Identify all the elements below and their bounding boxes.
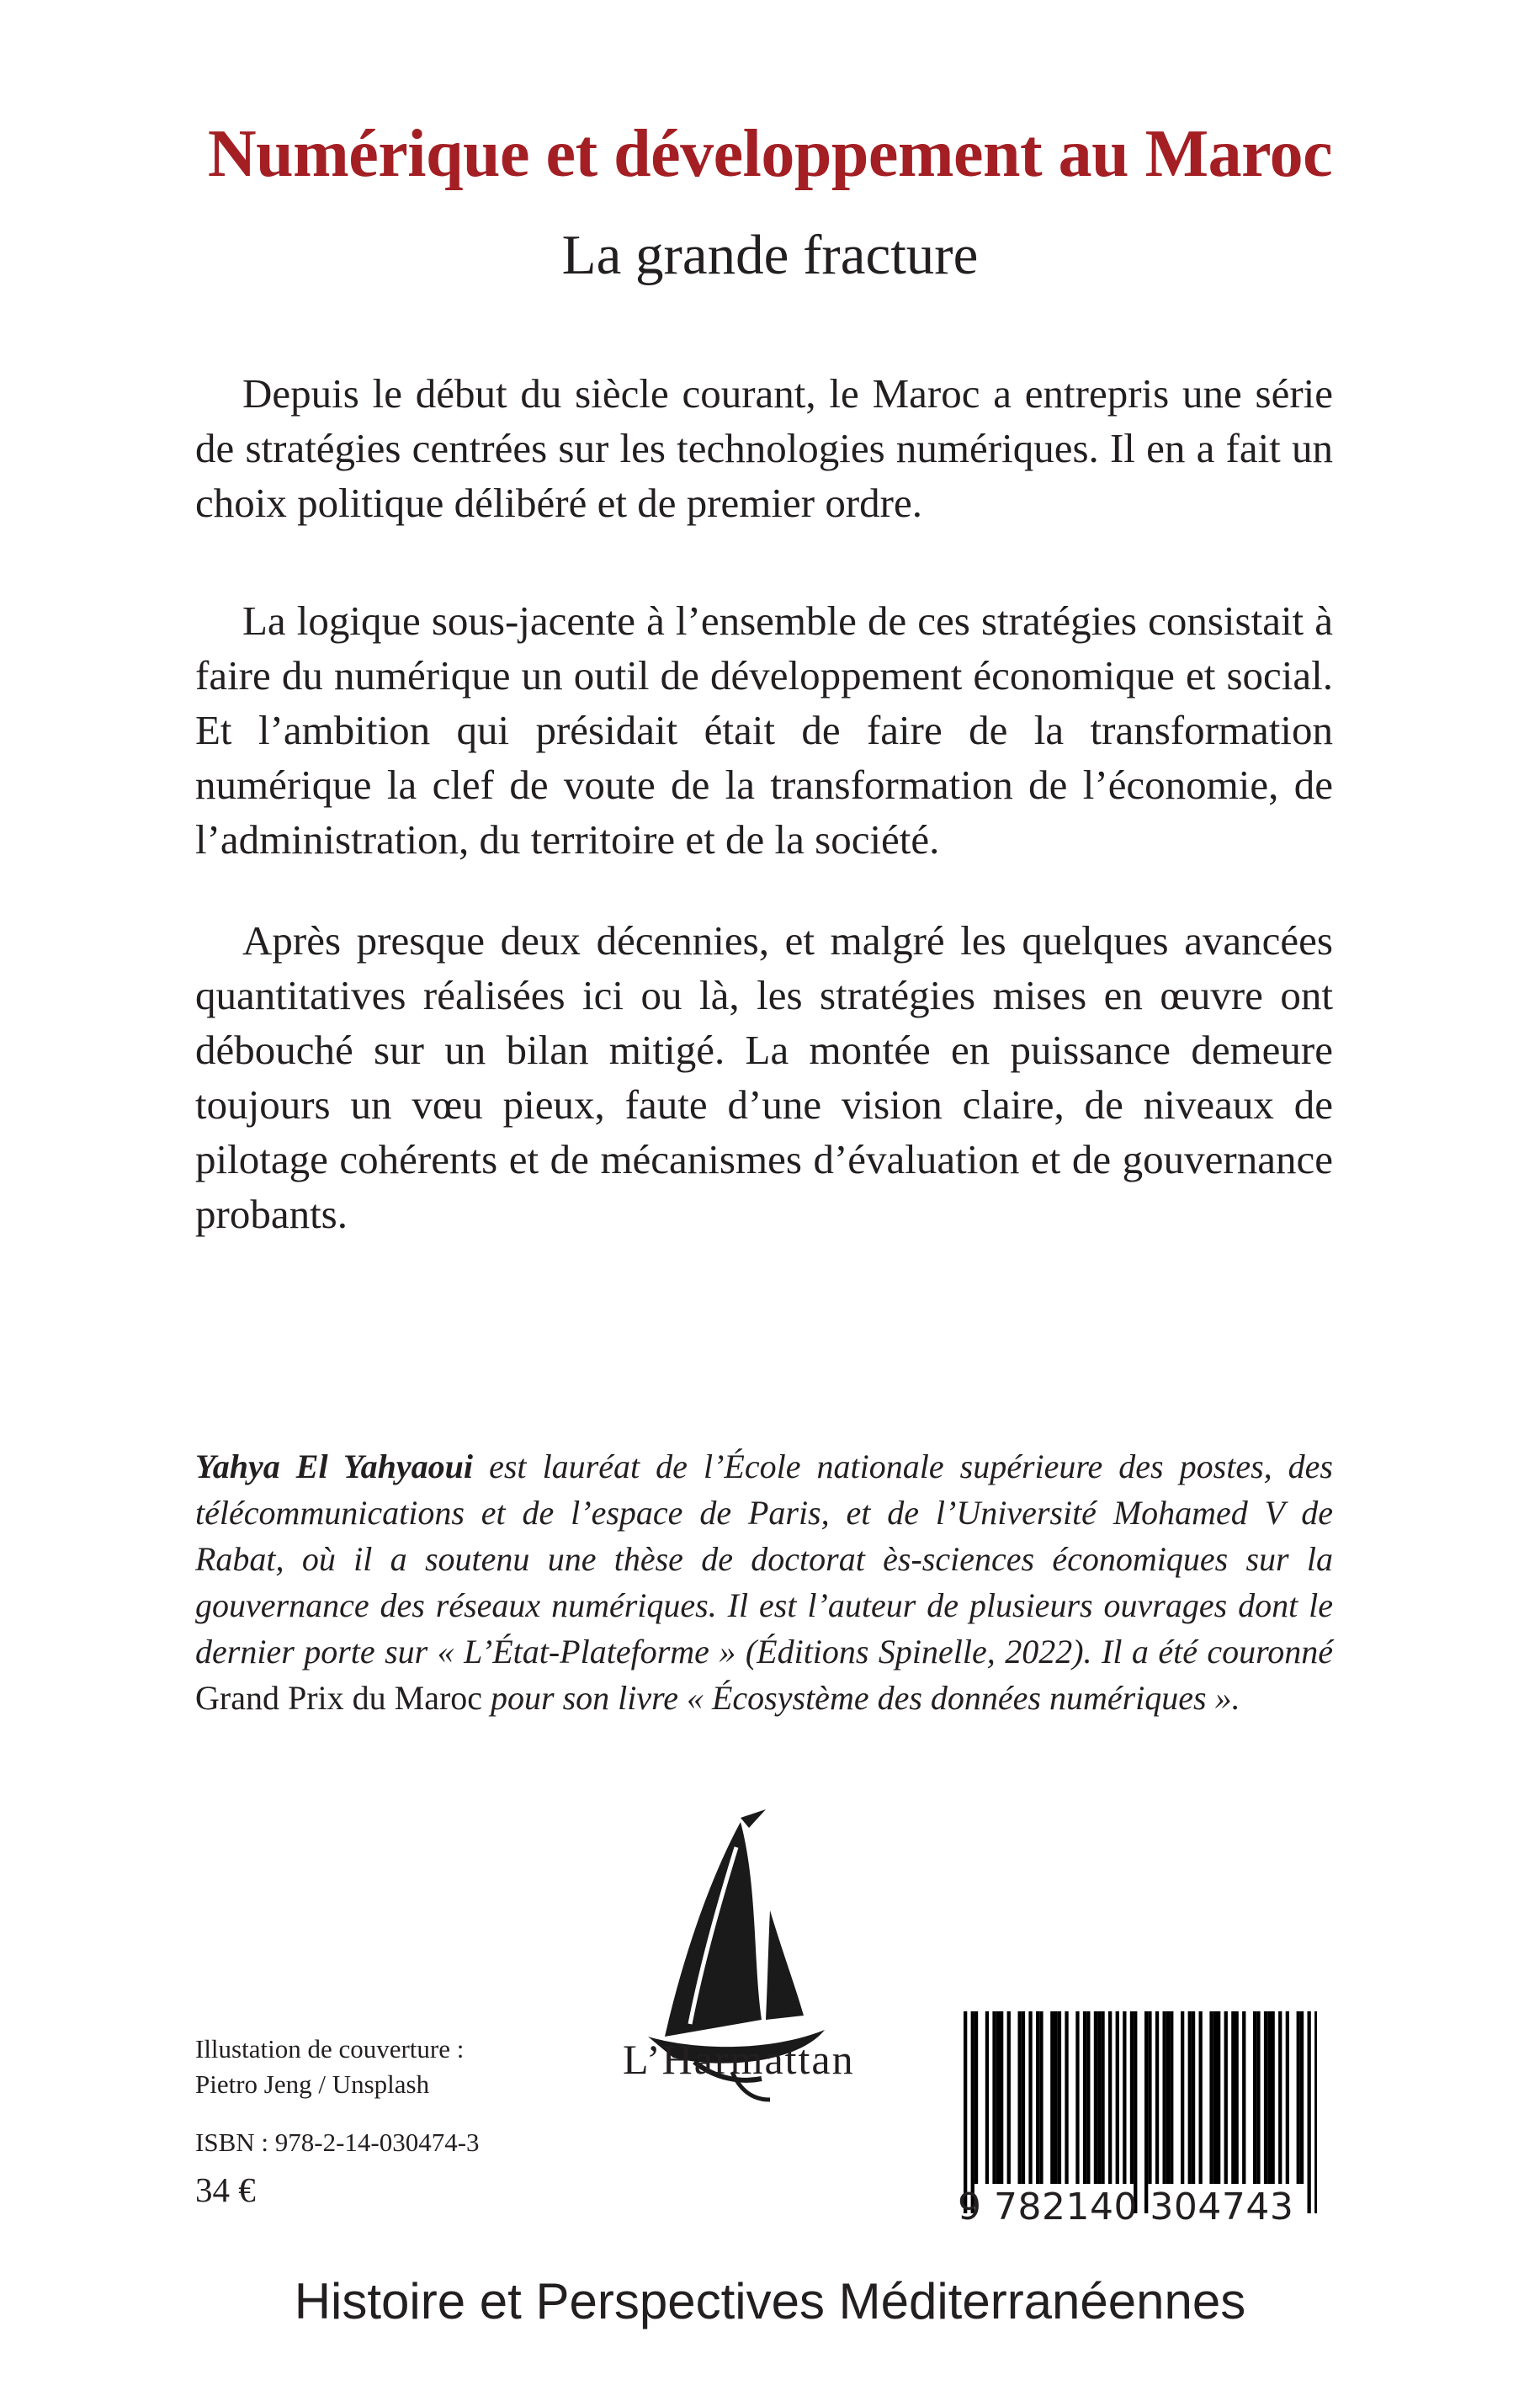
barcode-bar — [1086, 2011, 1090, 2184]
author-bio — [195, 1443, 1333, 1721]
barcode-bar — [1134, 2011, 1137, 2213]
barcode-bar — [1155, 2011, 1159, 2184]
barcode-bar — [1075, 2011, 1079, 2184]
barcode-bar — [1050, 2011, 1054, 2184]
barcode-bar — [1308, 2011, 1311, 2213]
barcode-digits: 9 782140 304743 — [958, 2186, 1294, 2228]
barcode-bar — [1065, 2011, 1068, 2184]
barcode-bar — [1022, 2011, 1025, 2184]
barcode-bar — [1101, 2011, 1104, 2184]
barcode-bar — [1036, 2011, 1039, 2184]
barcode-bar — [1297, 2011, 1300, 2184]
barcode-bar — [1286, 2011, 1289, 2184]
author-bio-text-1: est lauréat de l’École nationale supérieure des postes, des télécommunications et de l’espace de Paris, et de l’Université Mohamed V de Rabat, où il a soutenu une thèse de doctorat ès-sciences économiques sur la gouvernance des réseaux numériques. Il est l’auteur de plusieurs ouvrages dont le dernier porte sur « L’État-Plateforme » (Éditions Spinelle, 2022). Il a été couronné — [195, 1447, 1334, 1671]
barcode-bar — [1278, 2011, 1282, 2184]
barcode-bar — [1130, 2011, 1134, 2184]
cover-credit-label: Illustation de couverture : — [195, 2034, 465, 2064]
barcode-bar — [1253, 2011, 1256, 2184]
barcode-bar — [1199, 2011, 1203, 2184]
barcode-bar — [1314, 2011, 1317, 2213]
book-subtitle: La grande fracture — [561, 224, 979, 286]
barcode-bar — [1267, 2011, 1271, 2184]
author-name: Yahya El Yahyaoui — [195, 1447, 474, 1485]
book-title: Numérique et développement au Maroc — [207, 117, 1333, 191]
barcode-bar — [1192, 2011, 1195, 2184]
barcode-bar — [1256, 2011, 1260, 2184]
price: 34 € — [195, 2170, 256, 2209]
barcode-bar — [1166, 2011, 1170, 2184]
barcode-bar — [1007, 2011, 1011, 2184]
cover-credit-name: Pietro Jeng / Unsplash — [195, 2069, 430, 2099]
barcode-bar — [1188, 2011, 1192, 2184]
summary-paragraph-3: Après presque deux décennies, et malgré les quelques avancées quantitatives réalisées ici ou là, les stratégies mises en œuvre ont débouché sur un bilan mitigé. La montée en puissance demeure toujours un vœu pieux, faute d’une vision claire, de niveaux de pilotage cohérents et de mécanismes d’évaluation et de gouvernance probants. — [195, 917, 1333, 1237]
summary-paragraph-2: La logique sous-jacente à l’ensemble de ces stratégies consistait à faire du numérique un outil de développement économique et social. Et l’ambition qui présidait était de faire de la transformation numérique la clef de voute de la transformation de l’économie, de l’administration, du territoire et de la société. — [195, 598, 1333, 863]
barcode-bar — [1209, 2011, 1213, 2184]
barcode-bar — [1213, 2011, 1217, 2184]
author-bio-text-2: pour son livre « Écosystème des données numériques ». — [482, 1679, 1240, 1717]
barcode-bar — [1144, 2011, 1148, 2213]
barcode-bar — [992, 2011, 996, 2184]
barcode-bar — [1018, 2011, 1022, 2184]
barcode-bar — [1054, 2011, 1058, 2184]
barcode-bar — [1028, 2011, 1032, 2184]
barcode-bar — [974, 2011, 978, 2184]
barcode-bar — [1170, 2011, 1173, 2184]
barcode-bar — [1242, 2011, 1245, 2184]
collection-name: Histoire et Perspectives Méditerranéennes — [294, 2273, 1246, 2329]
barcode-bar — [996, 2011, 1000, 2184]
barcode-bar — [1231, 2011, 1235, 2184]
barcode-bar — [1181, 2011, 1184, 2184]
barcode-bar — [971, 2011, 974, 2213]
barcode-bar — [1300, 2011, 1304, 2184]
barcode-bar — [1264, 2011, 1267, 2184]
barcode-bar — [985, 2011, 989, 2184]
barcode-bar — [1123, 2011, 1126, 2184]
author-award: Grand Prix du Maroc — [195, 1679, 483, 1717]
barcode-bar — [1116, 2011, 1119, 2184]
barcode-bar — [1148, 2011, 1151, 2184]
barcode-bar — [1217, 2011, 1220, 2184]
summary-paragraph-1: Depuis le début du siècle courant, le Maroc a entrepris une série de stratégies centrées sur les technologies numériques. Il en a fait un choix politique délibéré et de premier ordre. — [195, 370, 1333, 526]
publisher-name: L’Harmattan — [623, 2036, 855, 2083]
barcode-bar — [964, 2011, 967, 2213]
barcode-bar — [1224, 2011, 1228, 2184]
barcode-bar — [1097, 2011, 1101, 2184]
barcode-bar — [1094, 2011, 1097, 2184]
barcode-bar — [1058, 2011, 1061, 2184]
barcode-bar — [1083, 2011, 1086, 2184]
barcode-bar — [1235, 2011, 1239, 2184]
barcode-bar — [1163, 2011, 1166, 2184]
barcode-bar — [1039, 2011, 1043, 2184]
isbn: ISBN : 978-2-14-030474-3 — [195, 2127, 480, 2157]
barcode-bar — [1272, 2011, 1275, 2184]
barcode-bar — [1108, 2011, 1112, 2184]
barcode-bar — [1000, 2011, 1003, 2184]
